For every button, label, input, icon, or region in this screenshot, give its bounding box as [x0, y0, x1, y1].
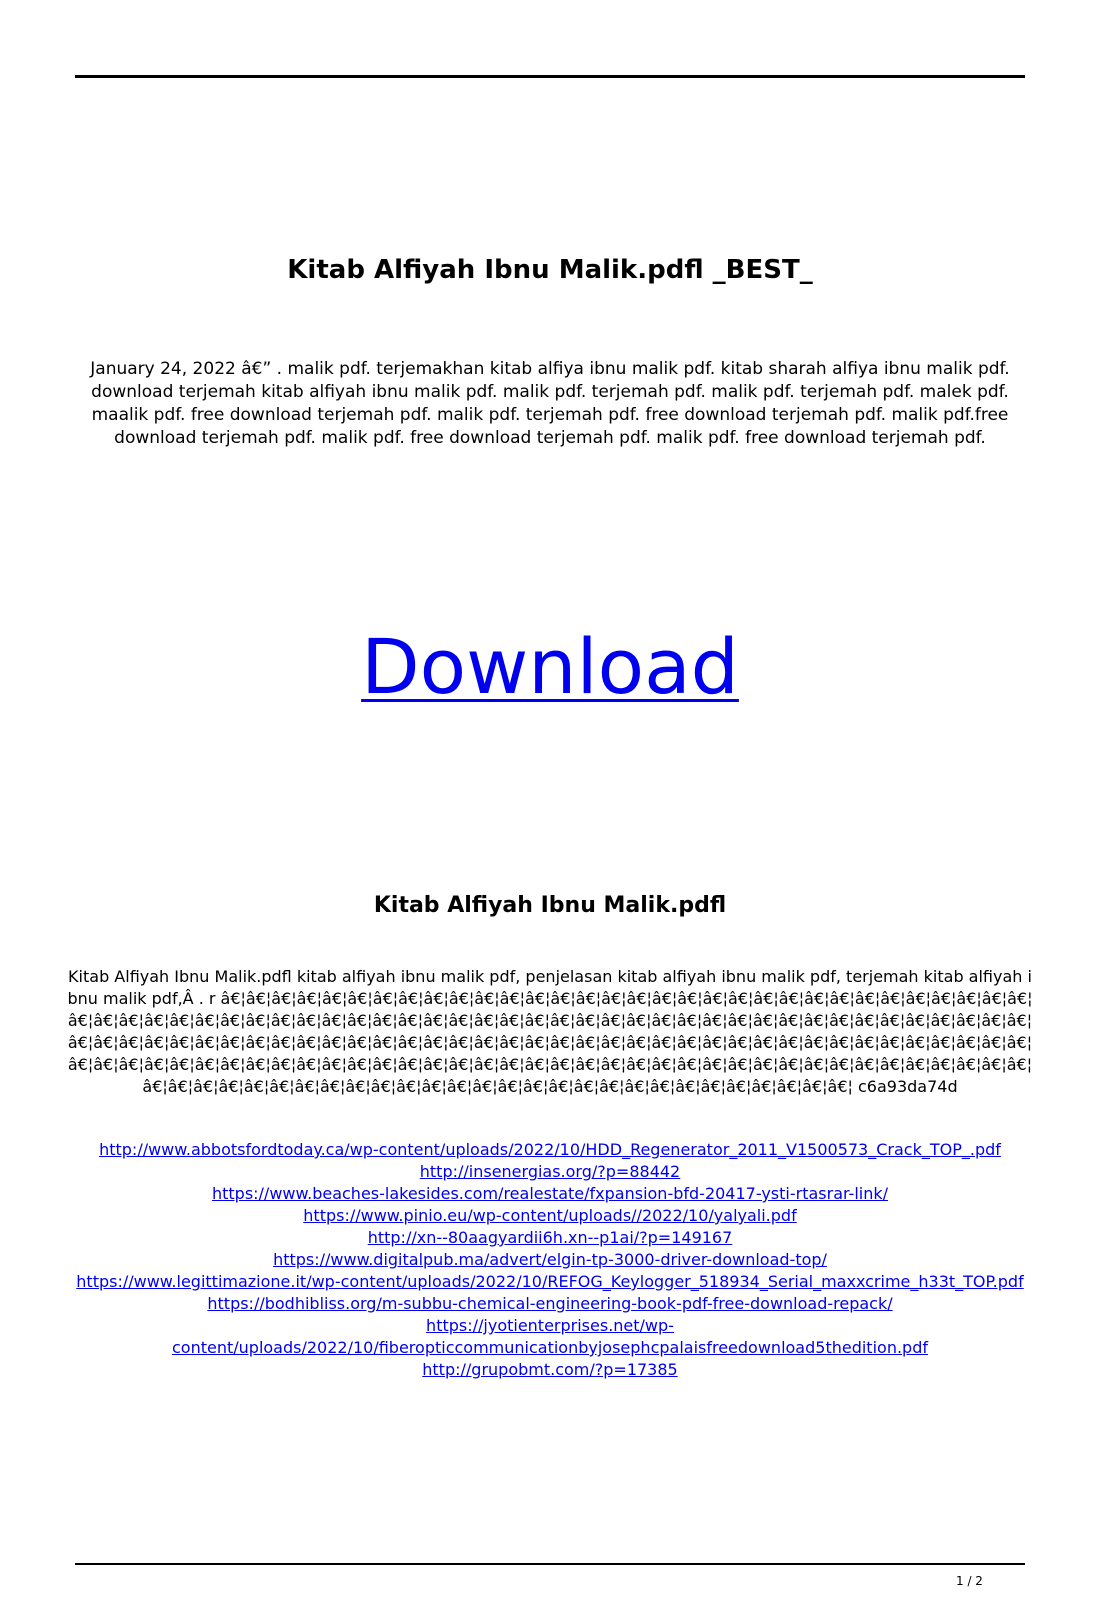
external-link[interactable]: https://www.pinio.eu/wp-content/uploads//2022/10/yalyali.pdf	[303, 1206, 797, 1225]
top-divider	[75, 75, 1025, 78]
bottom-divider	[75, 1563, 1025, 1565]
external-link[interactable]: http://xn--80aagyardii6h.xn--p1ai/?p=149167	[367, 1228, 733, 1247]
intro-paragraph: January 24, 2022 â€” . malik pdf. terjemakhan kitab alfiya ibnu malik pdf. kitab sharah alfiya ibnu malik pdf. download terjemah kitab alfiyah ibnu malik pdf. malik pdf. terjemah pdf. malik pdf. terjemah pdf. malek pdf. maalik pdf. free download terjemah pdf. malik pdf. terjemah pdf. free download terjemah pdf. malik pdf.free download terjemah pdf. malik pdf. free download terjemah pdf. malik pdf. free download terjemah pdf.	[90, 359, 1010, 448]
section-title: Kitab Alfiyah Ibnu Malik.pdfl	[373, 893, 727, 918]
description-paragraph: Kitab Alfiyah Ibnu Malik.pdfl kitab alfiyah ibnu malik pdf, penjelasan kitab alfiyah ibnu malik pdf, terjemah kitab alfiyah ibnu malik pdf,Â . r â€¦â€¦â€¦â€¦â€¦â€¦â€¦â€¦â€¦â€¦â€¦â€¦â€¦â€¦â€¦â€¦â€¦â€¦â€¦â€¦â€¦â€¦â€¦â€¦â€¦â€¦â€¦â€¦â€¦â€¦â€¦â€¦â€¦â€¦â€¦â€¦â€¦â€¦â€¦â€¦â€¦â€¦â€¦â€¦â€¦â€¦â€¦â€¦â€¦â€¦â€¦â€¦â€¦â€¦â€¦â€¦â€¦â€¦â€¦â€¦â€¦â€¦â€¦â€¦â€¦â€¦â€¦â€¦â€¦â€¦â€¦â€¦â€¦â€¦â€¦â€¦â€¦â€¦â€¦â€¦â€¦â€¦â€¦â€¦â€¦â€¦â€¦â€¦â€¦â€¦â€¦â€¦â€¦â€¦â€¦â€¦â€¦â€¦â€¦â€¦â€¦â€¦â€¦â€¦â€¦â€¦â€¦â€¦â€¦â€¦â€¦â€¦â€¦â€¦â€¦â€¦â€¦â€¦â€¦â€¦â€¦â€¦â€¦â€¦â€¦â€¦â€¦â€¦â€¦â€¦â€¦â€¦â€¦â€¦â€¦â€¦â€¦â€¦â€¦â€¦â€¦â€¦â€¦â€¦â€¦â€¦â€¦â€¦â€¦â€¦â€¦â€¦â€¦â€¦â€¦â€¦â€¦â€¦â€¦â€¦â€¦â€¦â€¦â€¦â€¦â€¦â€¦â€¦â€¦â€¦â€¦â€¦â€¦â€¦ c6a93da74d	[67, 967, 1033, 1096]
links-list	[75, 1139, 1025, 1381]
external-link[interactable]: https://www.beaches-lakesides.com/realestate/fxpansion-bfd-20417-ysti-rtasrar-link/	[211, 1184, 889, 1203]
external-link[interactable]: http://grupobmt.com/?p=17385	[422, 1360, 678, 1379]
external-link[interactable]: http://insenergias.org/?p=88442	[419, 1162, 681, 1181]
external-link[interactable]: http://www.abbotsfordtoday.ca/wp-content/uploads/2022/10/HDD_Regenerator_2011_V1500573_Crack_TOP_.pdf	[99, 1140, 1001, 1159]
document-title: Kitab Alfiyah Ibnu Malik.pdfl _BEST_	[287, 255, 813, 285]
external-link[interactable]: https://bodhibliss.org/m-subbu-chemical-engineering-book-pdf-free-download-repack/	[207, 1294, 893, 1313]
download-section	[75, 622, 1025, 712]
external-link[interactable]: https://www.legittimazione.it/wp-content/uploads/2022/10/REFOG_Keylogger_518934_Serial_maxxcrime_h33t_TOP.pdf	[76, 1272, 1024, 1291]
external-link[interactable]: https://jyotienterprises.net/wp-content/uploads/2022/10/fiberopticcommunicationbyjosephcpalaisfreedownload5thedition.pdf	[172, 1316, 928, 1357]
page-number: 1 / 2	[956, 1574, 983, 1588]
download-link[interactable]: Download	[361, 622, 739, 711]
external-link[interactable]: https://www.digitalpub.ma/advert/elgin-tp-3000-driver-download-top/	[273, 1250, 827, 1269]
